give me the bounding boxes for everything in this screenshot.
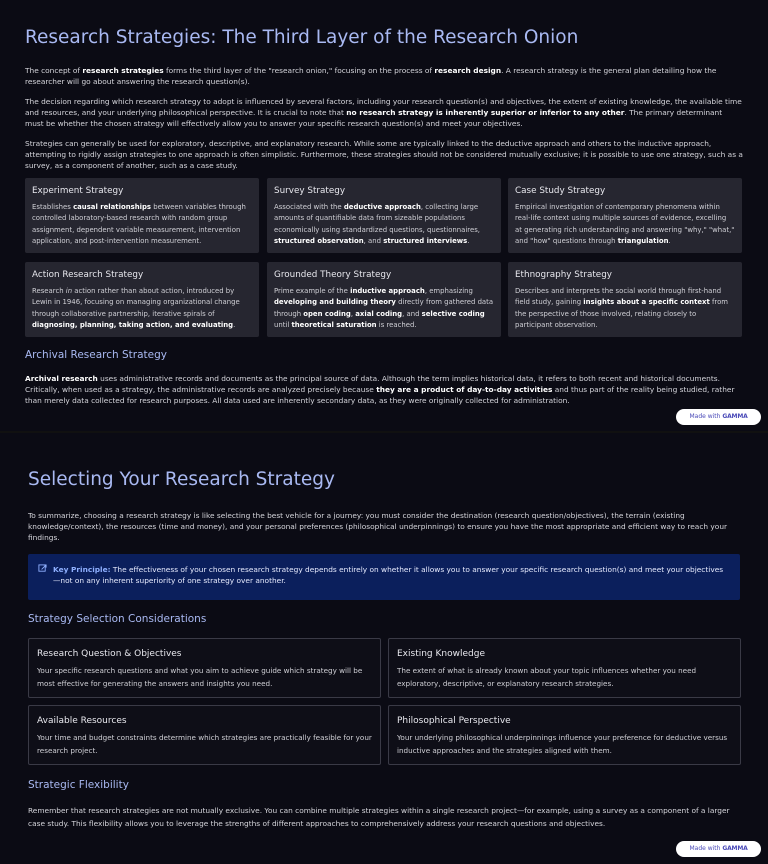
card-title: Grounded Theory Strategy xyxy=(274,270,392,280)
card-title: Survey Strategy xyxy=(274,186,346,196)
summary-paragraph: To summarize, choosing a research strategy is like selecting the best vehicle for a journey: you must consider the destination (research question/objectives), the terrain (existing knowledge/context), the resources (time and money), and your personal preferences (philosophical underpinnings) to ensure you have the most appropriate and efficient way to reach your findings. xyxy=(28,511,728,542)
card-experiment-strategy xyxy=(25,178,259,253)
box-title: Existing Knowledge xyxy=(397,649,485,659)
made-with-gamma-badge[interactable]: Made with GAMMA xyxy=(676,409,761,425)
box-title: Available Resources xyxy=(37,716,127,726)
box-text: The extent of what is already known about your topic influences whether you need exploratory, descriptive, or explanatory research strategies. xyxy=(397,666,697,688)
box-research-question xyxy=(28,638,381,698)
box-text: Your specific research questions and what you aim to achieve guide which strategy will be most effective for generating the answers and insights you need. xyxy=(37,666,363,688)
box-title: Research Question & Objectives xyxy=(37,649,182,659)
flexibility-paragraph: Remember that research strategies are not mutually exclusive. You can combine multiple strategies within a single research project—for example, using a survey as a component of a larger case study. This flexibility allows you to leverage the strengths of different approaches to comprehensively address your research questions and objectives. xyxy=(28,806,730,828)
card-title: Action Research Strategy xyxy=(32,270,144,280)
gamma-logo: GAMMA xyxy=(722,413,748,420)
card-text: Associated with the deductive approach, collecting large amounts of quantifiable data from sizeable populations economically using standardized questions, questionnaires, structured observation, and structured interviews. xyxy=(274,203,480,245)
archival-paragraph: Archival research uses administrative records and documents as the principal source of data. Although the term implies historical data, it refers to both recent and historical documents. Critically, when used as a strategy, the administrative records are analyzed precisely because they are a product of day-to-day activities and thus part of the reality being studied, rather than merely data collected for research purposes. All data used are inherently secondary data, as they were originally collected for administration. xyxy=(25,374,735,405)
card-grounded-theory-strategy xyxy=(267,262,501,337)
slide-selecting-strategy xyxy=(0,432,768,864)
box-existing-knowledge xyxy=(388,638,741,698)
card-text: Research in action rather than about action, introduced by Lewin in 1946, focusing on managing organizational change through collaborative partnership, iterative spirals of diagnosing, planning, taking action, and evaluating. xyxy=(32,287,240,329)
box-philosophical-perspective xyxy=(388,705,741,765)
card-ethnography-strategy xyxy=(508,262,742,337)
key-principle-callout xyxy=(28,554,740,600)
box-text: Your underlying philosophical underpinnings influence your preference for deductive versus inductive approaches and the strategies aligned with them. xyxy=(397,733,728,755)
page-title: Research Strategies: The Third Layer of the Research Onion xyxy=(25,27,579,48)
box-title: Philosophical Perspective xyxy=(397,716,511,726)
callout-text: Key Principle: The effectiveness of your chosen research strategy depends entirely on whether it allows you to answer your specific research question(s) and meet your objectives—not on any inherent superiority of one strategy over another. xyxy=(53,565,724,585)
key-icon xyxy=(38,564,50,600)
card-survey-strategy xyxy=(267,178,501,253)
considerations-heading: Strategy Selection Considerations xyxy=(28,613,207,625)
card-text: Establishes causal relationships between variables through controlled laboratory-based research with random group assignment, dependent variable measurement, intervention application, and post-intervention measurement. xyxy=(32,203,246,245)
page-title: Selecting Your Research Strategy xyxy=(28,469,335,490)
card-action-research-strategy xyxy=(25,262,259,337)
card-title: Case Study Strategy xyxy=(515,186,606,196)
intro-paragraph: The concept of research strategies forms the third layer of the "research onion," focusing on the process of research design. A research strategy is the general plan detailing how the researcher will go about answering the research question(s). xyxy=(25,66,717,86)
flexibility-heading: Strategic Flexibility xyxy=(28,779,129,791)
card-text: Empirical investigation of contemporary phenomena within real-life context using multiple sources of evidence, excelling at generating rich understanding and answering "why," "what," and "how" questions through triangulation. xyxy=(515,203,735,245)
card-case-study-strategy xyxy=(508,178,742,253)
decision-paragraph: The decision regarding which research strategy to adopt is influenced by several factors, including your research question(s) and objectives, the extent of existing knowledge, the available time and resources, and your underlying philosophical perspective. It is crucial to note that no research strategy is inherently superior or inferior to any other. The primary determinant must be whether the chosen strategy will effectively allow you to answer your specific research question(s) and meet your objectives. xyxy=(25,97,742,128)
box-text: Your time and budget constraints determine which strategies are practically feasible for your research project. xyxy=(37,733,372,755)
card-title: Experiment Strategy xyxy=(32,186,124,196)
box-available-resources xyxy=(28,705,381,765)
usage-paragraph: Strategies can generally be used for exploratory, descriptive, and explanatory research. While some are typically linked to the deductive approach and others to the inductive approach, attempting to rigidly assign strategies to one approach is often simplistic. Furthermore, these strategies should not be considered mutually exclusive; it is possible to use one strategy, such as a survey, as a component of another, such as a case study. xyxy=(25,139,743,170)
card-text: Prime example of the inductive approach, emphasizing developing and building theory directly from gathered data through open coding, axial coding, and selective coding until theoretical saturation is reached. xyxy=(274,287,494,329)
gamma-logo: GAMMA xyxy=(722,845,748,852)
card-title: Ethnography Strategy xyxy=(515,270,612,280)
archival-heading: Archival Research Strategy xyxy=(25,349,168,361)
made-with-gamma-badge[interactable]: Made with GAMMA xyxy=(676,841,761,857)
card-text: Describes and interprets the social world through first-hand field study, gaining insights about a specific context from the perspective of those involved, relating closely to participant observation. xyxy=(515,287,729,329)
